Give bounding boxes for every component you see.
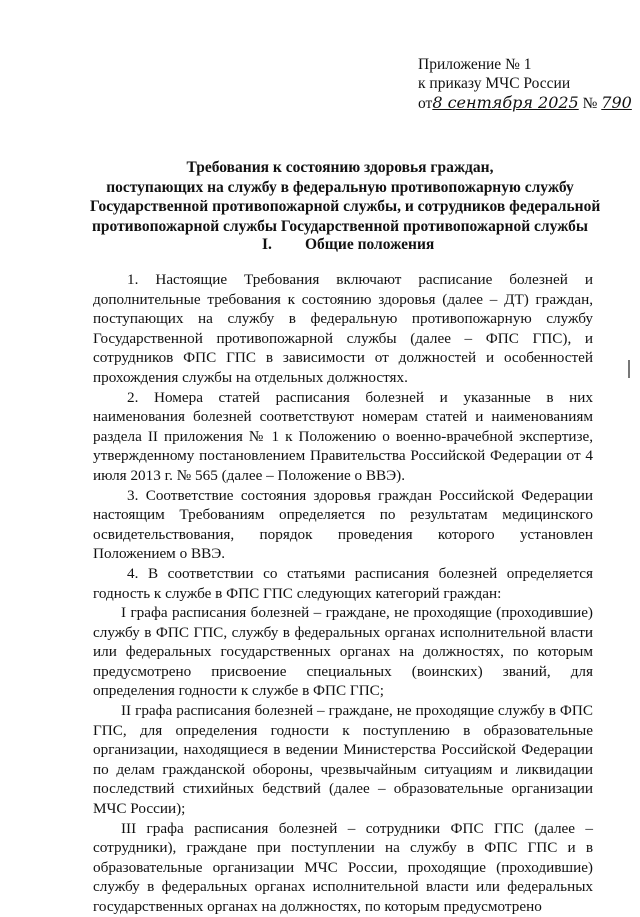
paragraph-2: 2. Номера статей расписания болезней и указанные в них наименования болезней соответствуют номерам статей и наименованиям раздела II приложения № 1 к Положению о военно-врачебной экспертизе, утвержденному постановлением Правительства Российской Федерации от 4 июля 2013 г. № 565 (далее – Положение о ВВЭ). (93, 388, 593, 484)
number-prefix: № (582, 95, 598, 112)
handwritten-number: 790 (601, 93, 632, 112)
title-line-3: Государственной противопожарной службы, и сотрудников федеральной (90, 198, 601, 215)
subparagraph-column-1: I графа расписания болезней – граждане, не проходящие (проходившие) службу в ФПС ГПС, службу в федеральных органах исполнительной власти или федеральных государственных органах на должностях, по которым предусмотрено присвоение специальных (воинских) званий, для определения годности к службе в ФПС ГПС; (93, 604, 593, 700)
subparagraph-column-3: III графа расписания болезней – сотрудники ФПС ГПС (далее – сотрудники), граждане при поступлении на службу в ФПС ГПС и в образовательные организации МЧС России, проходящие (проходившие) службу в федеральных органах исполнительной власти или федеральных государственных органах на должностях, по которым предусмотрено (93, 819, 593, 915)
handwritten-date: 8 сентября 2025 (432, 93, 579, 112)
appendix-date-line (418, 93, 632, 113)
scan-artifact (628, 360, 630, 378)
title-line-4: противопожарной службы Государственной противопожарной службы (91, 217, 589, 235)
subparagraph-column-2: II графа расписания болезней – граждане, не проходящие службу в ФПС ГПС, для определения годности к поступлению в образовательные организации, находящиеся в ведении Министерства Российской Федерации по делам гражданской обороны, чрезвычайным ситуациям и ликвидации последствий стихийных бедствий (далее – образовательные организации МЧС России); (93, 702, 593, 818)
section-number: I. (262, 236, 272, 253)
date-prefix: от (418, 95, 433, 112)
paragraph-1: 1. Настоящие Требования включают расписание болезней и дополнительные требования к состоянию здоровья (далее – ДТ) граждан, поступающих на службу в федеральную противопожарную службу Государственной противопожарной службы (далее – ФПС ГПС), и сотрудников ФПС ГПС в зависимости от должностей и особенностей прохождения службы на отдельных должностях. (93, 271, 593, 386)
document-title (90, 158, 601, 236)
title-line-1: Требования к состоянию здоровья граждан, (186, 159, 494, 176)
paragraph-3: 3. Соответствие состояния здоровья граждан Российской Федерации настоящим Требованиям определяется по результатам медицинского освидетельствования, порядок проведения которого установлен Положением о ВВЭ. (93, 486, 593, 563)
appendix-order-ref: к приказу МЧС России (418, 75, 571, 92)
section-title: Общие положения (305, 236, 435, 253)
paragraph-4: 4. В соответствии со статьями расписания болезней определяется годность к службе в ФПС ГПС следующих категорий граждан: (93, 564, 593, 602)
title-line-2: поступающих на службу в федеральную противопожарную службу (106, 178, 574, 196)
appendix-header (418, 55, 632, 113)
document-body (93, 270, 593, 917)
appendix-title: Приложение № 1 (418, 56, 532, 73)
